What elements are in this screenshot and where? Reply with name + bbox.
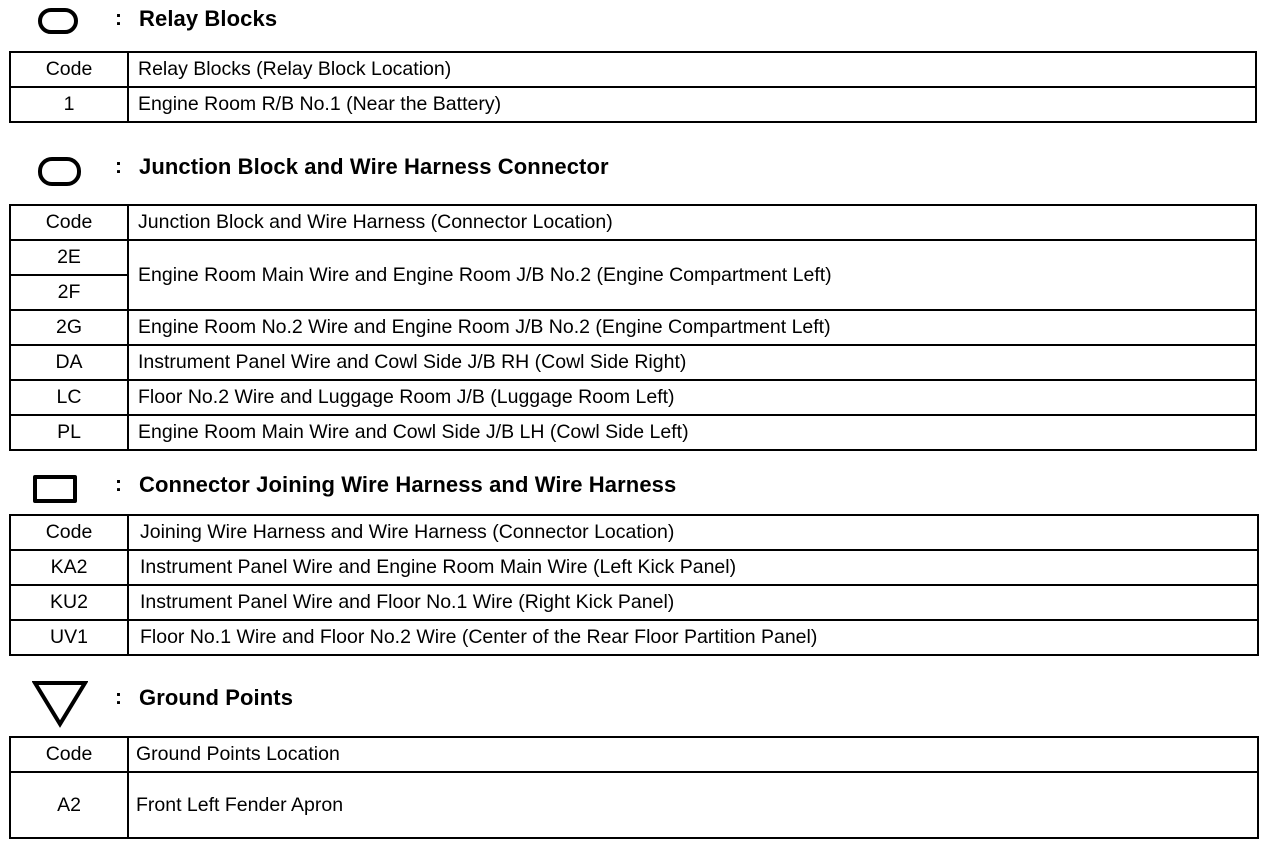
code-header: Code: [10, 737, 128, 772]
description-cell: Floor No.1 Wire and Floor No.2 Wire (Center of the Rear Floor Partition Panel): [128, 620, 1258, 655]
heading-colon: :: [115, 155, 122, 178]
code-cell: PL: [10, 415, 128, 450]
description-cell: Front Left Fender Apron: [128, 772, 1258, 838]
rectangle-symbol-icon: [33, 475, 77, 503]
code-cell: DA: [10, 345, 128, 380]
description-cell: Engine Room No.2 Wire and Engine Room J/B No.2 (Engine Compartment Left): [128, 310, 1256, 345]
section-title: Junction Block and Wire Harness Connector: [139, 154, 609, 179]
code-cell: 2G: [10, 310, 128, 345]
table-row: [10, 772, 1258, 838]
table-row: [10, 240, 1256, 275]
table-row: [10, 345, 1256, 380]
table-header-row: [10, 737, 1258, 772]
code-cell: 1: [10, 87, 128, 122]
description-cell: Engine Room R/B No.1 (Near the Battery): [128, 87, 1256, 122]
heading-colon: :: [115, 7, 122, 30]
code-cell: 2F: [10, 275, 128, 310]
down-triangle-symbol-icon: [32, 680, 88, 728]
description-cell: Instrument Panel Wire and Floor No.1 Wire (Right Kick Panel): [128, 585, 1258, 620]
description-cell: Instrument Panel Wire and Cowl Side J/B RH (Cowl Side Right): [128, 345, 1256, 380]
description-cell: Floor No.2 Wire and Luggage Room J/B (Luggage Room Left): [128, 380, 1256, 415]
section-title: Ground Points: [139, 685, 294, 710]
code-cell: LC: [10, 380, 128, 415]
section-heading-junction-block: [0, 150, 1280, 190]
description-cell: Instrument Panel Wire and Engine Room Main Wire (Left Kick Panel): [128, 550, 1258, 585]
heading-colon: :: [115, 686, 122, 709]
code-cell: A2: [10, 772, 128, 838]
code-header: Code: [10, 515, 128, 550]
description-header: Joining Wire Harness and Wire Harness (Connector Location): [128, 515, 1258, 550]
code-cell: UV1: [10, 620, 128, 655]
table-header-row: [10, 515, 1258, 550]
table-header-row: [10, 205, 1256, 240]
table-header-row: [10, 52, 1256, 87]
description-header: Relay Blocks (Relay Block Location): [128, 52, 1256, 87]
rounded-rectangle-symbol-icon: [38, 8, 78, 34]
section-heading-ground-points: [0, 680, 1280, 730]
description-cell: Engine Room Main Wire and Cowl Side J/B LH (Cowl Side Left): [128, 415, 1256, 450]
table-row: [10, 415, 1256, 450]
table-row: [10, 620, 1258, 655]
table-row: [10, 310, 1256, 345]
description-header: Ground Points Location: [128, 737, 1258, 772]
table-row: [10, 550, 1258, 585]
connector-joining-table: [9, 514, 1259, 656]
section-title: Relay Blocks: [139, 6, 278, 31]
table-row: [10, 585, 1258, 620]
code-header: Code: [10, 52, 128, 87]
ground-points-table: [9, 736, 1259, 839]
code-cell: 2E: [10, 240, 128, 275]
description-header: Junction Block and Wire Harness (Connector Location): [128, 205, 1256, 240]
section-heading-relay-blocks: [0, 2, 1280, 42]
section-title: Connector Joining Wire Harness and Wire Harness: [139, 472, 677, 497]
section-heading-connector-joining: [0, 468, 1280, 508]
code-cell: KA2: [10, 550, 128, 585]
relay-blocks-table: [9, 51, 1257, 123]
table-row: [10, 87, 1256, 122]
rounded-rectangle-symbol-icon: [38, 157, 81, 186]
code-cell: KU2: [10, 585, 128, 620]
junction-block-table: [9, 204, 1257, 451]
table-row: [10, 380, 1256, 415]
code-header: Code: [10, 205, 128, 240]
description-cell: Engine Room Main Wire and Engine Room J/B No.2 (Engine Compartment Left): [128, 240, 1256, 310]
heading-colon: :: [115, 473, 122, 496]
